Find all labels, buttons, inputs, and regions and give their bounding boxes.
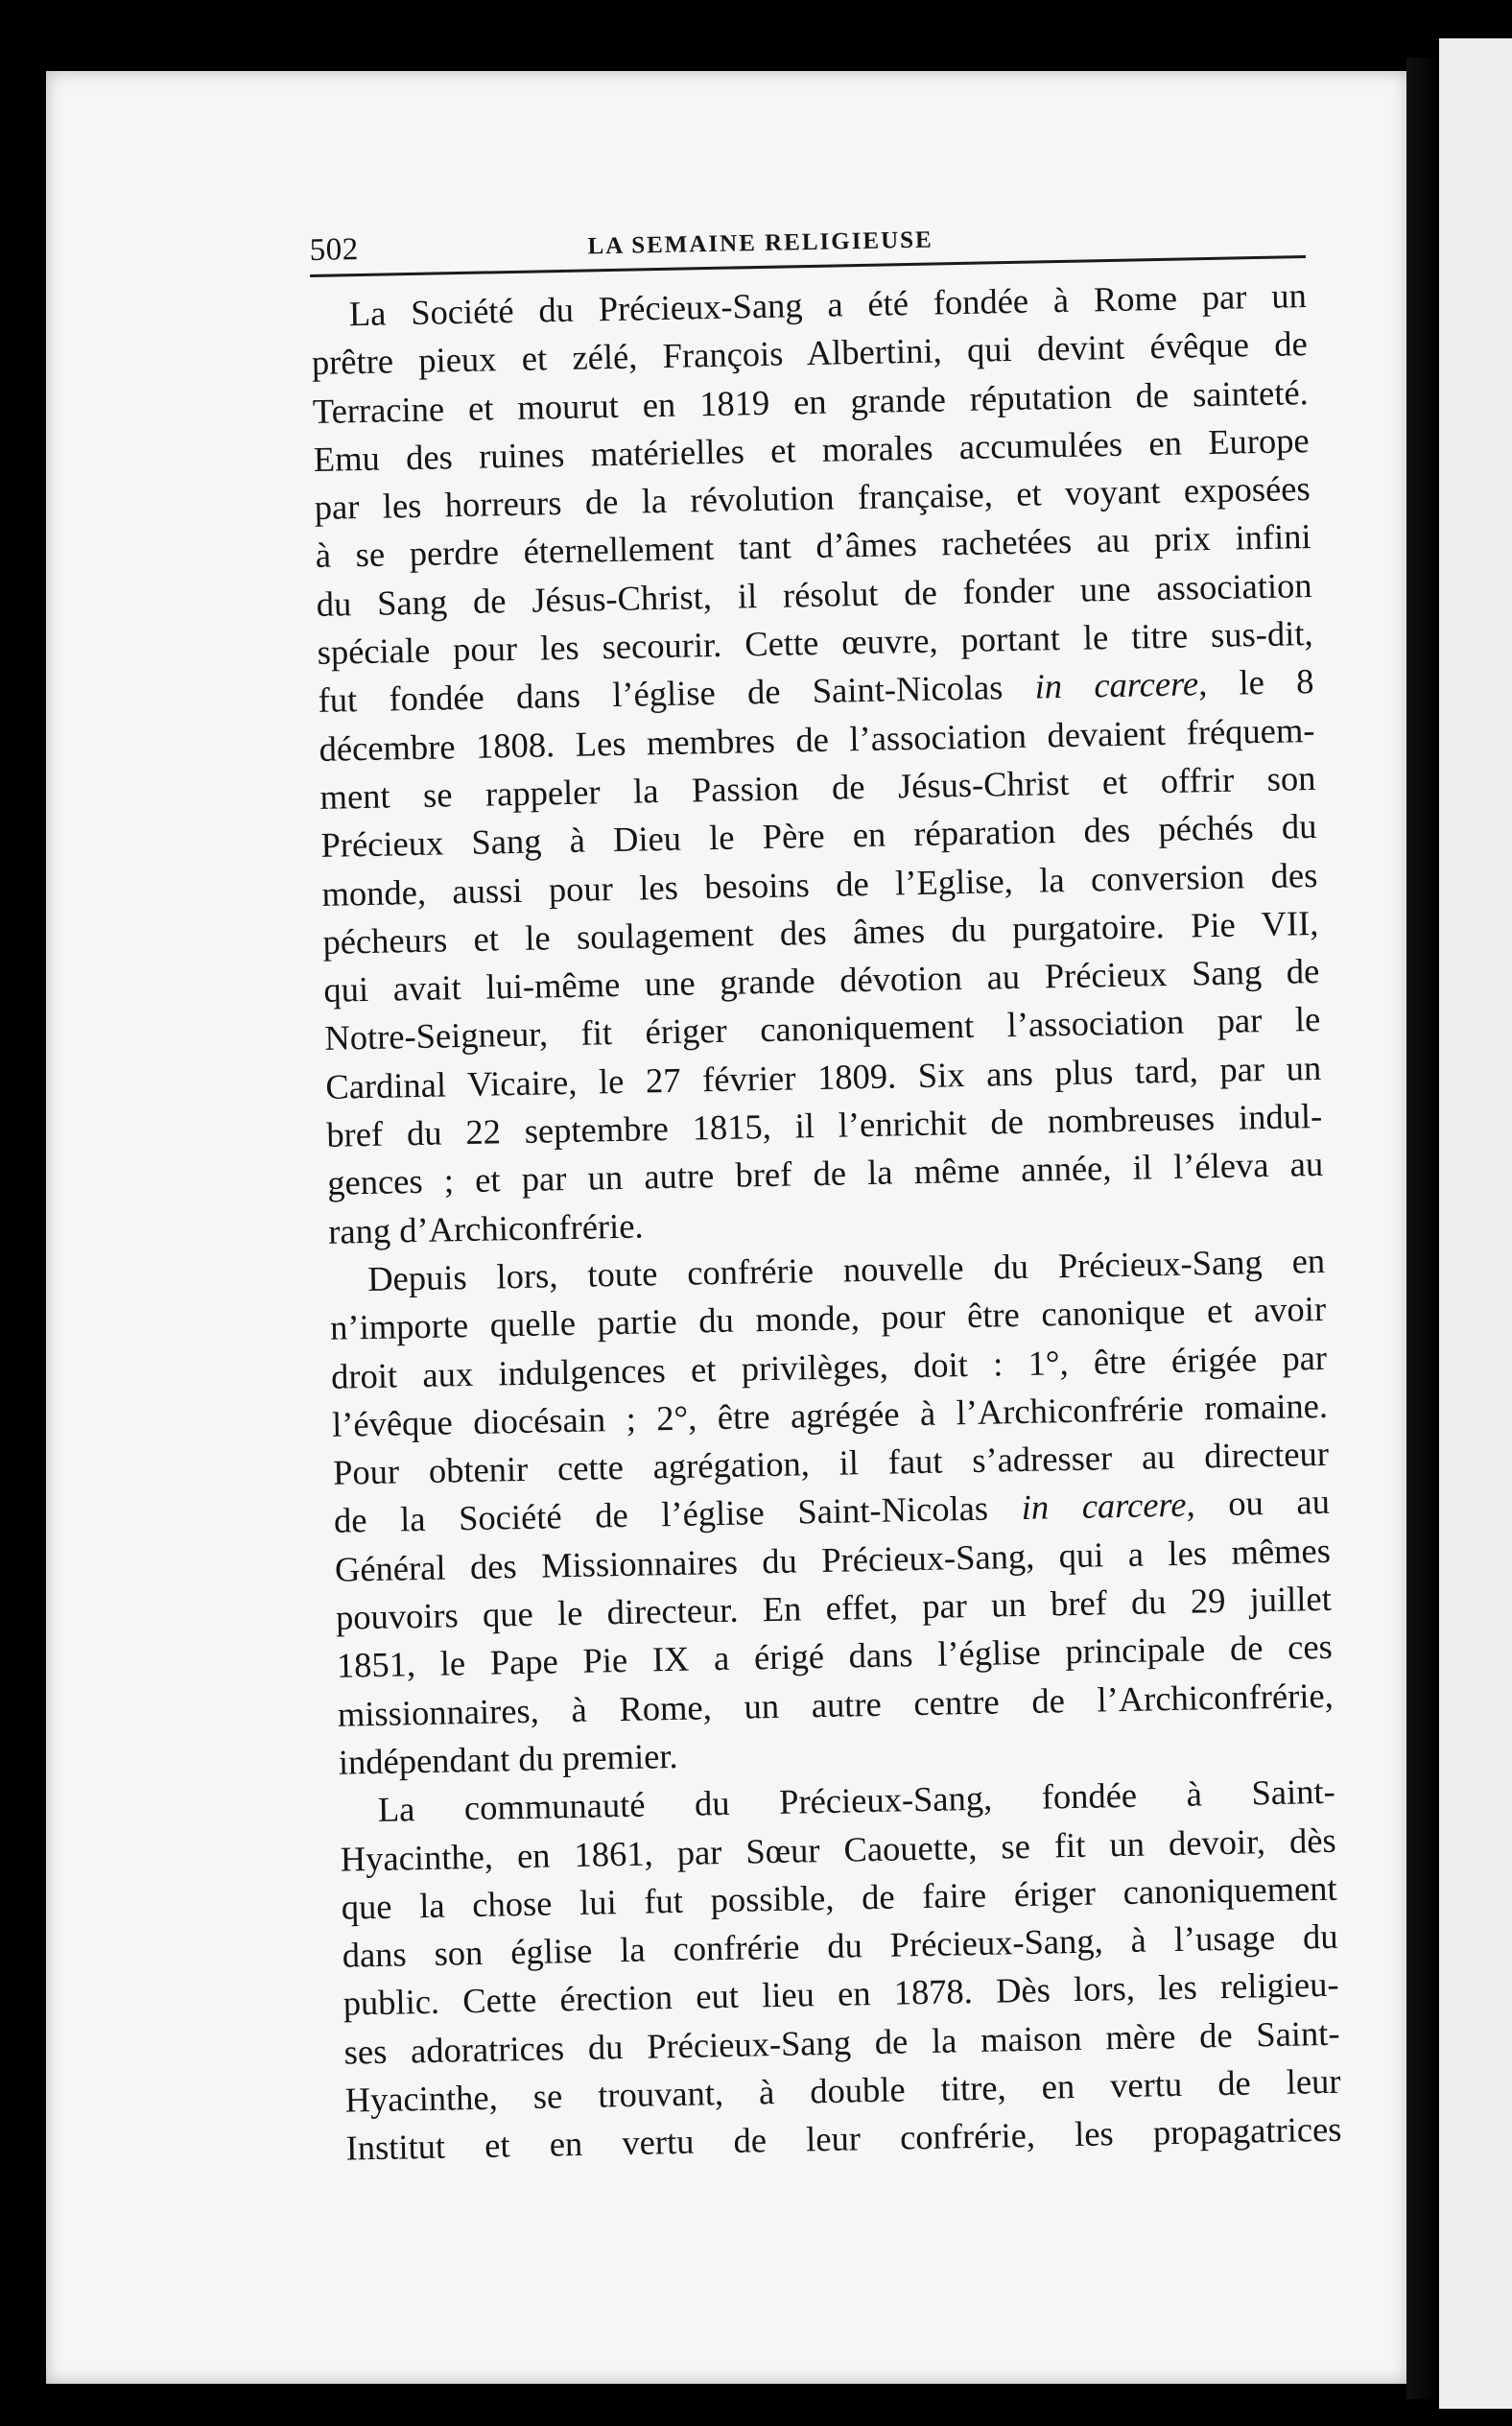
- text-line: ses adoratrices du Précieux-Sang de la maison mère de Saint-: [343, 2012, 1340, 2072]
- text-line: prêtre pieux et zélé, François Albertini, qui devint évêque de: [311, 323, 1309, 383]
- page-text-block: [309, 200, 1342, 2173]
- text-line: Terracine et mourut en 1819 en grande réputation de sainteté.: [312, 371, 1310, 431]
- text-line: Emu des ruines matérielles et morales accumulées en Europe: [313, 419, 1311, 479]
- page-gutter-shadow: [1406, 58, 1441, 2399]
- text-line: Hyacinthe, en 1861, par Sœur Caouette, se fit un devoir, dès: [340, 1820, 1337, 1879]
- text-line: Précieux Sang à Dieu le Père en réparation des péchés du: [320, 806, 1317, 866]
- text-line: fut fondée dans l’église de Saint-Nicolas in carcere, le 8: [318, 661, 1314, 721]
- text-line: Institut et en vertu de leur confrérie, les propagatrices: [345, 2108, 1342, 2168]
- text-line: que la chose lui fut possible, de faire ériger canoniquement: [341, 1867, 1337, 1927]
- text-line: bref du 22 septembre 1815, il l’enrichit de nombreuses indul-: [325, 1095, 1323, 1154]
- text-line: Depuis lors, toute confrérie nouvelle du Précieux-Sang en: [366, 1240, 1326, 1298]
- facing-page-edge: [1439, 38, 1512, 2409]
- text-line: ment se rappeler la Passion de Jésus-Christ et offrir son: [319, 757, 1316, 817]
- text-line: La communauté du Précieux-Sang, fondée à Saint-: [377, 1771, 1336, 1830]
- paragraph-3: [339, 1768, 1342, 2173]
- text-line: Cardinal Vicaire, le 27 février 1809. Six ans plus tard, par un: [324, 1047, 1322, 1106]
- text-line: indépendant du premier.: [338, 1735, 678, 1782]
- text-line: Hyacinthe, se trouvant, à double titre, en vertu de leur: [344, 2060, 1341, 2120]
- text-line: Général des Missionnaires du Précieux-Sang, qui a les mêmes: [334, 1530, 1332, 1589]
- text-line: dans son église la confrérie du Précieux-Sang, à l’usage du: [342, 1915, 1338, 1975]
- text-line: spéciale pour les secourir. Cette œuvre, portant le titre sus-dit,: [317, 613, 1313, 672]
- text-line: missionnaires, à Rome, un autre centre de l’Archiconfrérie,: [337, 1675, 1335, 1734]
- latin-phrase: in carcere: [1034, 663, 1199, 706]
- text-line: Pour obtenir cette agrégation, il faut s’adresser au directeur: [332, 1433, 1330, 1492]
- text-line: n’importe quelle partie du monde, pour être canonique et avoir: [329, 1289, 1327, 1348]
- latin-phrase: in carcere: [1021, 1485, 1187, 1528]
- text-line: 1851, le Pape Pie IX a érigé dans l’église principale de ces: [336, 1627, 1334, 1686]
- paragraph-1: [310, 272, 1324, 1256]
- text-line: de la Société de l’église Saint-Nicolas in carcere, ou au: [333, 1482, 1331, 1541]
- text-line: rang d’Archiconfrérie.: [327, 1205, 644, 1251]
- text-line: droit aux indulgences et privilèges, doit : 1°, être érigée par: [330, 1337, 1328, 1396]
- article-body: [310, 272, 1341, 2173]
- text-line: qui avait lui-même une grande dévotion au Précieux Sang de: [323, 951, 1320, 1011]
- text-line: à se perdre éternellement tant d’âmes rachetées au prix infini: [315, 516, 1311, 576]
- text-line: La Société du Précieux-Sang a été fondée à Rome par un: [348, 275, 1308, 334]
- text-line: par les horreurs de la révolution française, et voyant exposées: [314, 468, 1311, 528]
- text-line: pouvoirs que le directeur. En effet, par un bref du 29 juillet: [335, 1578, 1333, 1637]
- page-number: 502: [309, 232, 359, 268]
- text-line: monde, aussi pour les besoins de l’Eglise, la conversion des: [321, 854, 1318, 914]
- text-line: du Sang de Jésus-Christ, il résolut de fonder une association: [316, 564, 1312, 624]
- text-line: Notre-Seigneur, fit ériger canoniquement l’association par le: [324, 999, 1321, 1058]
- paragraph-2: [329, 1237, 1335, 1787]
- text-line: pécheurs et le soulagement des âmes du purgatoire. Pie VII,: [322, 902, 1319, 962]
- running-title: LA SEMAINE RELIGIEUSE: [587, 226, 933, 260]
- text-line: gences ; et par un autre bref de la même année, il l’éleva au: [326, 1144, 1324, 1203]
- text-line: l’évêque diocésain ; 2°, être agrégée à l’Archiconfrérie romaine.: [331, 1385, 1329, 1444]
- text-line: décembre 1808. Les membres de l’association devaient fréquem-: [319, 709, 1315, 769]
- text-line: public. Cette érection eut lieu en 1878. Dès lors, les religieu-: [343, 1964, 1339, 2024]
